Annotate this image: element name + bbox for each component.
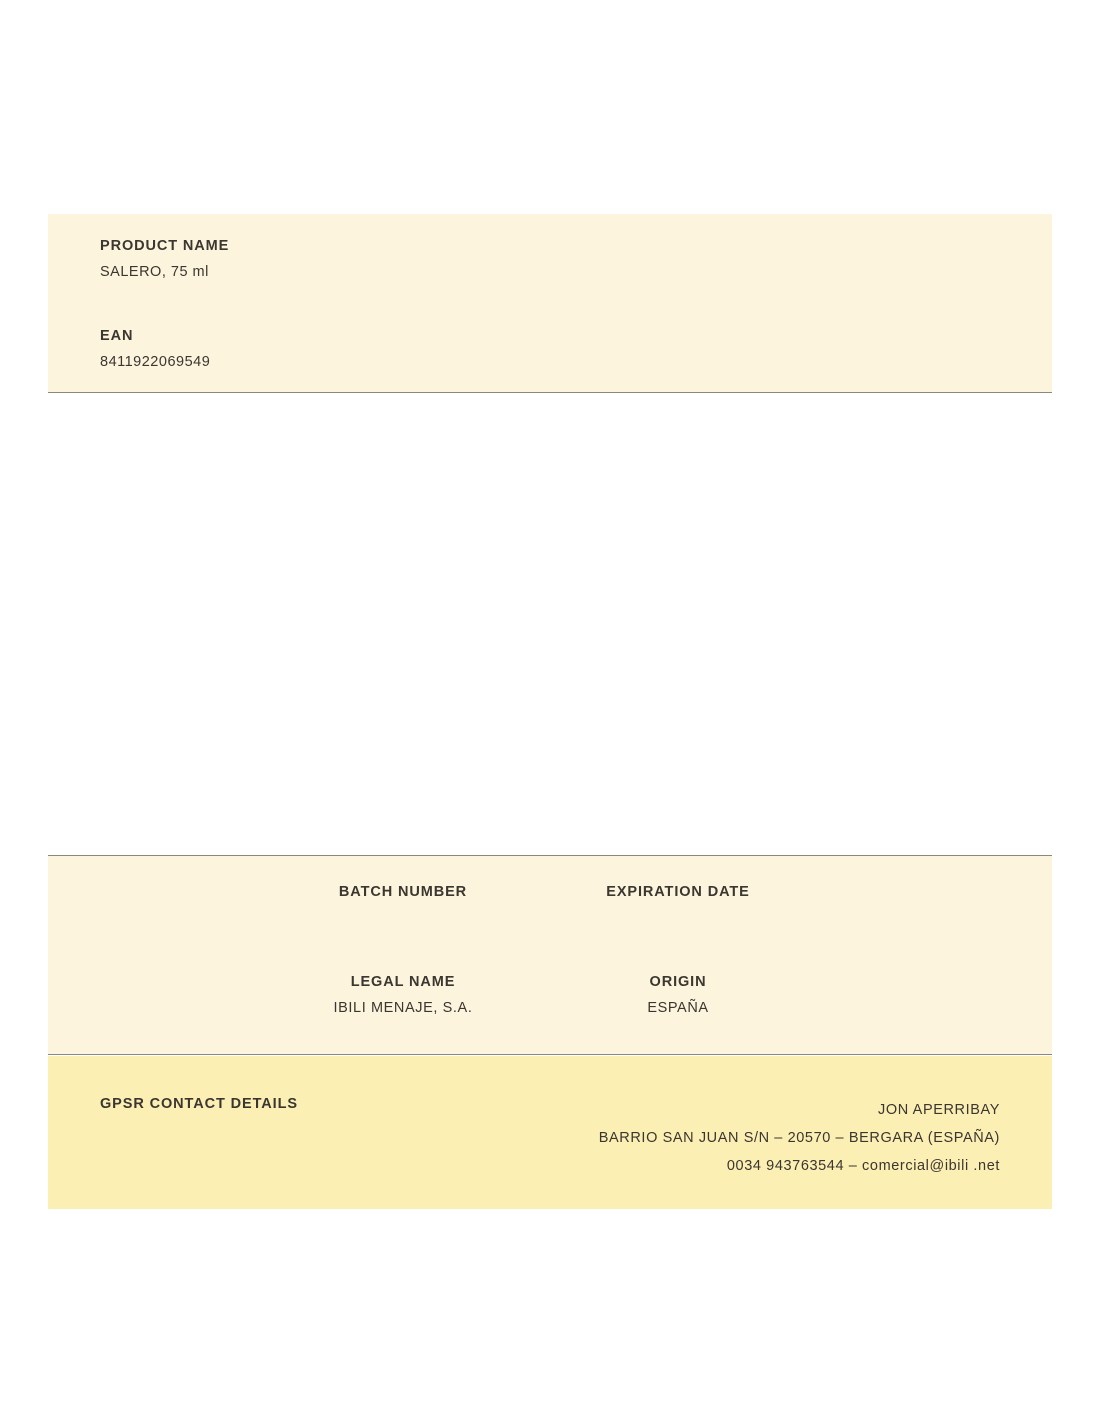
legal-name-value: IBILI MENAJE, S.A. — [333, 1000, 473, 1016]
product-name-label: PRODUCT NAME — [100, 238, 230, 254]
origin-label: ORIGIN — [649, 974, 707, 990]
row-spacer — [48, 884, 278, 928]
product-name-field — [100, 238, 229, 280]
product-details-panel — [48, 855, 1052, 1055]
origin-field — [528, 974, 828, 1018]
origin-value: ESPAÑA — [647, 1000, 709, 1016]
gpsr-contact-name: JON APERRIBAY — [878, 1102, 1000, 1118]
expiration-date-label: EXPIRATION DATE — [606, 884, 750, 900]
gpsr-contact-panel — [48, 1056, 1052, 1209]
expiration-date-value — [528, 910, 828, 928]
legal-origin-row — [48, 974, 1052, 1018]
ean-value: 8411922069549 — [100, 354, 211, 370]
gpsr-contact-address: BARRIO SAN JUAN S/N – 20570 – BERGARA (ESPAÑA) — [598, 1130, 1000, 1146]
batch-number-value — [278, 910, 528, 928]
gpsr-contact-label: GPSR CONTACT DETAILS — [100, 1096, 298, 1112]
ean-label: EAN — [100, 328, 134, 344]
row-spacer — [48, 974, 278, 1018]
product-info-panel — [48, 214, 1052, 393]
expiration-date-field — [528, 884, 828, 928]
batch-expiration-row — [48, 884, 1052, 928]
product-name-value: SALERO, 75 ml — [100, 264, 209, 280]
ean-field — [100, 328, 210, 370]
gpsr-contact-details — [599, 1096, 1000, 1180]
gpsr-contact-phone-email: 0034 943763544 – comercial@ibili .net — [726, 1158, 1000, 1174]
legal-name-field — [278, 974, 528, 1018]
batch-number-field — [278, 884, 528, 928]
batch-number-label: BATCH NUMBER — [338, 884, 468, 900]
legal-name-label: LEGAL NAME — [350, 974, 456, 990]
